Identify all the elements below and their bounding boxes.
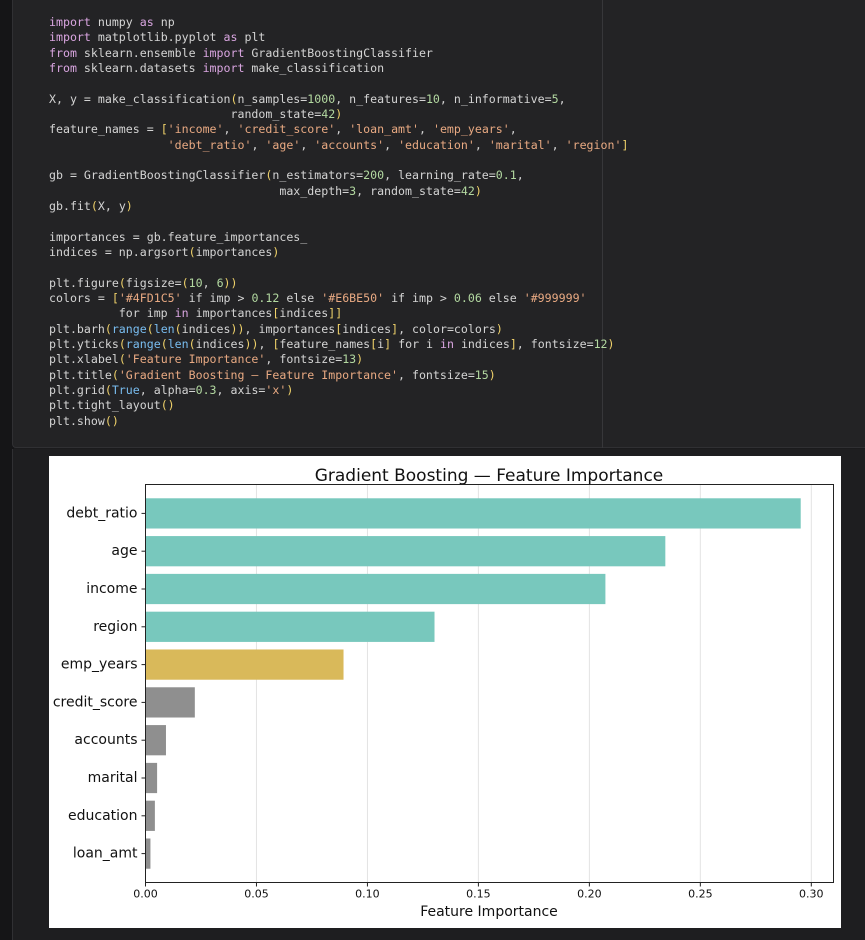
code-token: '#4FD1C5' (118, 290, 182, 305)
code-token: ) (286, 382, 294, 397)
x-tick-label: 0.30 (799, 887, 824, 901)
code-token: ) (223, 275, 231, 290)
code-token: , random_state= (356, 183, 461, 198)
code-token: in (174, 306, 189, 321)
bar-debt_ratio (146, 498, 801, 528)
bar-marital (146, 763, 157, 793)
code-token: importances = gb.feature_importances_ (49, 229, 308, 244)
code-token: 6 (216, 275, 224, 290)
code-token: 'x' (265, 382, 287, 397)
code-token: indices (453, 336, 510, 351)
code-token: '#999999' (523, 290, 587, 305)
code-token: 0.3 (195, 382, 217, 397)
x-tick-label: 0.25 (688, 887, 713, 901)
code-line[interactable] (49, 138, 628, 153)
code-token: else (481, 290, 524, 305)
code-token: , (419, 122, 433, 137)
code-token: import (49, 30, 91, 45)
code-token: ) (230, 321, 238, 336)
bar-age (146, 536, 665, 566)
code-token: ( (90, 198, 98, 213)
code-token: [ (111, 290, 119, 305)
code-line[interactable] (49, 230, 628, 245)
code-token: , (258, 336, 273, 351)
code-token: n_samples= (237, 91, 308, 106)
code-token: , (551, 137, 566, 152)
code-token: ( (118, 352, 126, 367)
code-token: ( (160, 336, 168, 351)
code-token: ) (272, 244, 280, 259)
code-token: 10 (425, 91, 440, 106)
bar-emp_years (146, 649, 344, 679)
code-token: if imp > (181, 290, 252, 305)
code-token: import (202, 60, 245, 75)
bar-loan_amt (146, 838, 150, 868)
code-token: from (49, 60, 77, 75)
code-token: ) (251, 336, 259, 351)
code-token: plt.title (49, 367, 112, 382)
code-token: plt.tight_layout (49, 398, 161, 413)
code-token: 'age' (265, 137, 301, 152)
code-token: ) (488, 367, 496, 382)
bar-income (146, 574, 605, 604)
bar-education (146, 801, 155, 831)
code-token: max_depth= (49, 183, 350, 198)
code-token: import (49, 15, 91, 29)
code-token: 'loan_amt' (349, 122, 419, 137)
code-line[interactable] (49, 168, 628, 183)
code-line[interactable] (49, 276, 628, 291)
code-token: [ (272, 336, 280, 351)
x-tick-label: 0.00 (133, 887, 158, 901)
bar-region (146, 612, 435, 642)
code-line[interactable] (49, 46, 628, 61)
code-line[interactable] (49, 352, 628, 367)
code-token: [ (272, 306, 280, 321)
code-token: X, y = make_classification (49, 91, 231, 106)
code-token: as (223, 30, 238, 45)
code-line[interactable] (49, 322, 628, 337)
code-token: plt (237, 30, 266, 45)
code-line[interactable] (49, 337, 628, 352)
code-token: ) (335, 106, 343, 121)
code-token: random_state= (49, 106, 322, 121)
code-token: ( (146, 321, 154, 336)
code-token: for i (391, 336, 440, 351)
code-token: 'marital' (488, 137, 552, 152)
chart-output (49, 456, 841, 928)
code-token: ] (621, 137, 629, 152)
y-tick-label: debt_ratio (66, 505, 138, 522)
code-token: ( (118, 336, 126, 351)
code-token: ) (607, 336, 615, 351)
code-token: 'region' (565, 137, 622, 152)
code-token: import (202, 45, 245, 60)
code-token: sklearn.ensemble (76, 45, 203, 60)
code-token: , color=colors (398, 321, 496, 336)
code-token: ) (244, 336, 252, 351)
code-token: GradientBoostingClassifier (244, 45, 433, 60)
code-line[interactable] (49, 214, 628, 229)
code-token: , learning_rate= (384, 168, 496, 183)
code-token: , fontsize= (398, 367, 475, 382)
code-token: from (49, 45, 77, 60)
code-token: 12 (593, 336, 608, 351)
code-token: plt.grid (49, 382, 105, 397)
code-token: 'debt_ratio' (167, 137, 252, 152)
code-line[interactable] (49, 15, 628, 30)
code-token: , (202, 275, 217, 290)
code-token: , (300, 137, 315, 152)
code-token: ( (174, 321, 182, 336)
code-token: indices (181, 321, 231, 336)
y-tick-label: region (93, 618, 138, 635)
code-token: 5 (551, 91, 559, 106)
y-tick-label: marital (87, 770, 138, 786)
code-token: True (111, 382, 140, 397)
code-token: in (440, 336, 454, 351)
code-line[interactable] (49, 92, 628, 107)
x-tick-label: 0.20 (577, 887, 602, 901)
bar-chart (49, 456, 841, 928)
code-line[interactable] (49, 153, 628, 168)
code-token: for imp (49, 306, 175, 321)
code-token: , alpha= (139, 382, 196, 397)
code-token: indices = np.argsort (49, 244, 189, 259)
code-token: plt.xlabel (49, 352, 119, 367)
code-line[interactable] (49, 107, 628, 122)
code-token: , (335, 122, 350, 137)
code-token: , importances (244, 321, 336, 336)
code-token: plt.show (49, 413, 105, 428)
code-token: , fontsize= (265, 352, 343, 367)
x-tick-label: 0.15 (466, 887, 491, 901)
code-token: ( (188, 336, 196, 351)
code-line[interactable] (49, 414, 628, 429)
code-token: 10 (188, 275, 203, 290)
code-token: ( (104, 321, 112, 336)
code-token: 'education' (398, 137, 475, 152)
y-tick-label: income (86, 581, 138, 597)
code-token: plt.barh (49, 321, 105, 336)
code-token: gb = GradientBoostingClassifier (49, 168, 266, 183)
code-token: ( (230, 91, 238, 106)
code-token: [ (160, 122, 168, 137)
code-token: , axis= (216, 382, 266, 397)
code-token: range (125, 336, 161, 351)
code-token: as (139, 15, 154, 29)
code-token: ( (118, 275, 126, 290)
bar-credit_score (146, 687, 195, 717)
code-line[interactable] (49, 122, 628, 137)
code-token: ( (188, 244, 196, 259)
code-token: indices (279, 306, 329, 321)
code-token: sklearn.datasets (76, 60, 203, 75)
code-token: 3 (349, 183, 357, 198)
code-token: ) (356, 352, 364, 367)
code-token: 42 (460, 183, 475, 198)
code-token: n_estimators= (272, 168, 364, 183)
code-token: indices (342, 321, 392, 336)
code-line[interactable] (49, 76, 628, 91)
code-token: 0.06 (453, 290, 482, 305)
code-token: colors = (49, 290, 112, 305)
code-token: 15 (474, 367, 489, 382)
code-token: indices (195, 336, 245, 351)
code-token: , (223, 122, 238, 137)
code-token: 'Feature Importance' (125, 352, 266, 367)
code-line[interactable] (49, 383, 628, 398)
y-tick-label: age (111, 543, 138, 560)
code-token: matplotlib.pyplot (90, 30, 224, 45)
code-token: ] (384, 336, 392, 351)
code-token: else (279, 290, 322, 305)
code-token: plt.figure (49, 275, 119, 290)
code-token: ) (230, 275, 238, 290)
code-token: 13 (342, 352, 357, 367)
code-token: feature_names (279, 336, 371, 351)
code-token: , (516, 168, 524, 183)
code-line[interactable] (49, 398, 628, 413)
x-tick-label: 0.05 (244, 887, 269, 901)
code-token: ] (328, 306, 336, 321)
code-token: , (509, 122, 517, 137)
code-token: np (153, 15, 175, 29)
code-line[interactable] (49, 306, 628, 321)
code-token: , n_informative= (439, 91, 552, 106)
code-token: importances (195, 244, 273, 259)
code-token: 'Gradient Boosting — Feature Importance' (118, 367, 399, 382)
code-token: plt.yticks (49, 336, 119, 351)
code-token: , (474, 137, 489, 152)
code-token: 0.1 (495, 168, 517, 183)
code-token: len (153, 321, 175, 336)
code-token: ( (181, 275, 189, 290)
code-line[interactable] (49, 199, 628, 214)
code-token: ] (509, 336, 517, 351)
code-line[interactable] (49, 30, 628, 45)
x-axis-label: Feature Importance (420, 904, 558, 920)
code-token: 'income' (167, 122, 224, 137)
code-token: if imp > (384, 290, 454, 305)
y-tick-label: accounts (74, 732, 138, 749)
x-tick-label: 0.10 (355, 887, 380, 901)
y-tick-label: loan_amt (72, 845, 138, 862)
code-token: gb.fit (49, 198, 91, 213)
code-token: '#E6BE50' (321, 290, 385, 305)
code-token: 1000 (307, 91, 336, 106)
code-token: 'credit_score' (237, 122, 336, 137)
code-line[interactable] (49, 184, 628, 199)
code-line[interactable] (49, 260, 628, 275)
code-token: () (160, 398, 175, 413)
code-token: ) (495, 321, 503, 336)
code-token: make_classification (244, 60, 385, 75)
code-token: ] (335, 306, 343, 321)
code-line[interactable] (49, 61, 628, 76)
code-token: , (558, 91, 566, 106)
code-token: ] (391, 321, 399, 336)
code-token: len (167, 336, 189, 351)
code-token: ( (104, 382, 112, 397)
code-token: ) (237, 321, 245, 336)
code-token: ( (111, 367, 119, 382)
chart-title: Gradient Boosting — Feature Importance (314, 466, 664, 486)
code-token: ) (125, 198, 133, 213)
code-token: ( (265, 168, 273, 183)
code-token: [ (370, 336, 378, 351)
code-line[interactable] (49, 291, 628, 306)
code-editor[interactable] (49, 15, 628, 429)
code-token: X, y (97, 198, 126, 213)
y-tick-label: emp_years (60, 656, 138, 673)
code-token: , (384, 137, 399, 152)
code-token: 200 (363, 168, 385, 183)
code-token: [ (335, 321, 343, 336)
code-token: 0.12 (251, 290, 280, 305)
code-line[interactable] (49, 245, 628, 260)
code-token: 'accounts' (314, 137, 385, 152)
code-token: , fontsize= (516, 336, 594, 351)
code-token: importances (188, 306, 273, 321)
code-token: ) (474, 183, 482, 198)
code-token: numpy (90, 15, 140, 29)
code-token: , (251, 137, 266, 152)
code-token: 'emp_years' (432, 122, 510, 137)
y-tick-label: education (68, 807, 138, 824)
code-token: 42 (321, 106, 336, 121)
y-tick-label: credit_score (52, 694, 138, 711)
code-token: () (104, 413, 119, 428)
code-token: feature_names = (49, 122, 161, 137)
code-token: i (377, 336, 385, 351)
bar-accounts (146, 725, 166, 755)
code-line[interactable] (49, 368, 628, 383)
code-token: figsize= (125, 275, 182, 290)
code-token: , n_features= (335, 91, 426, 106)
code-token (49, 138, 168, 152)
code-token: range (111, 321, 147, 336)
